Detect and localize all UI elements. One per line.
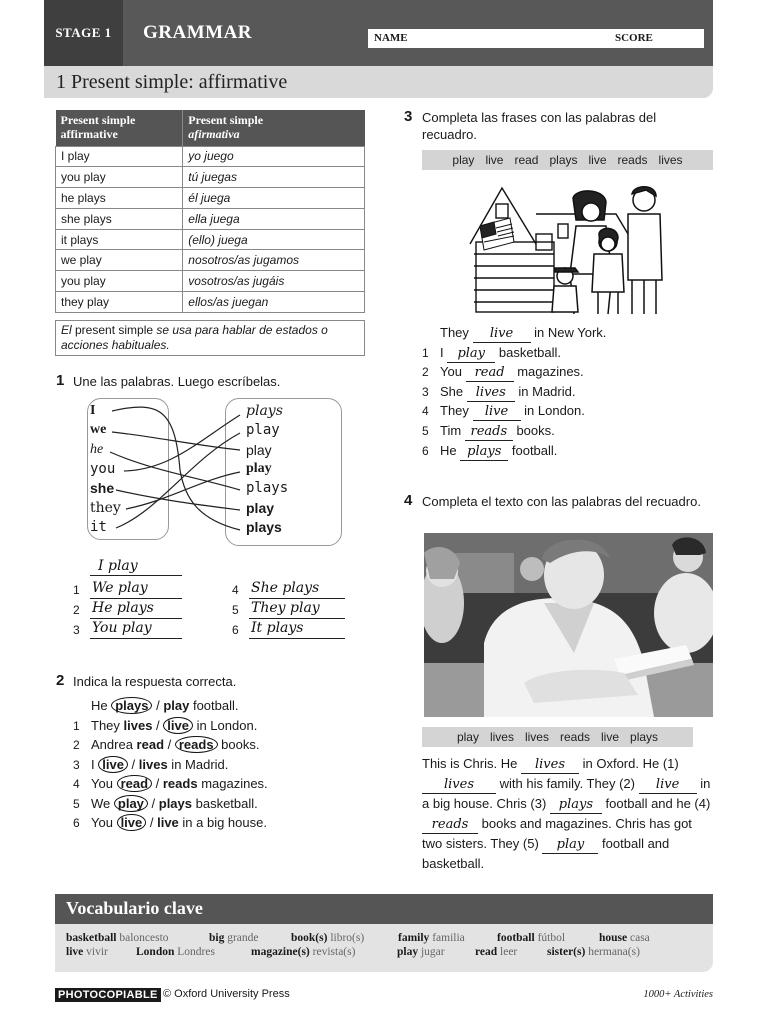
- vocab-english: sister(s): [547, 946, 586, 958]
- table-cell-spanish: tú juegas: [183, 167, 365, 188]
- item-number: 1: [422, 345, 429, 360]
- ex1-left-word: we: [90, 422, 107, 438]
- item-number: 5: [73, 796, 80, 811]
- option-a: play: [114, 795, 148, 812]
- option-b: live: [163, 717, 193, 734]
- vocab-english: magazine(s): [251, 946, 310, 958]
- sentence-end: basketball.: [192, 795, 258, 811]
- answer-line: [90, 558, 182, 576]
- series-name: 1000+ Activities: [643, 989, 713, 1000]
- vocab-english: live: [66, 946, 84, 958]
- ex1-left-word: she: [90, 480, 115, 497]
- item-number: 3: [422, 384, 429, 399]
- sentence-end: books.: [516, 423, 555, 438]
- option-b: reads: [175, 736, 218, 753]
- vocab-spanish: leer: [500, 946, 518, 958]
- ex2-sentence: You live / live in a big house.: [91, 815, 267, 830]
- item-number: 6: [73, 816, 80, 830]
- column-header-english: Present simple affirmative: [56, 110, 183, 146]
- sentence-start: You: [91, 776, 117, 791]
- vocab-spanish: revista(s): [312, 946, 356, 958]
- ex2-sentence: Andrea read / reads books.: [91, 737, 260, 752]
- sentence-start: He: [440, 442, 457, 458]
- exercise-instruction: Une las palabras. Luego escríbelas.: [73, 374, 281, 389]
- grammar-note: El present simple se usa para hablar de estados o acciones habituales.: [55, 320, 365, 356]
- vocab-spanish: familia: [432, 932, 465, 944]
- sentence-end: in London.: [192, 717, 258, 733]
- sentence-start: He: [91, 698, 112, 713]
- vocab-english: house: [599, 932, 628, 944]
- word-box: [422, 150, 713, 170]
- answer-blank: lives: [422, 778, 496, 794]
- ex3-sentence: [440, 443, 557, 461]
- sentence-end: football.: [511, 442, 558, 458]
- table-cell-spanish: vosotros/as jugáis: [183, 271, 365, 292]
- sentence-end: in London.: [524, 403, 585, 419]
- vocab-entry: [251, 946, 355, 958]
- word-box-word: reads: [559, 730, 591, 744]
- sentence-start: Andrea: [91, 737, 137, 752]
- table-cell-spanish: él juega: [183, 188, 365, 209]
- ex1-left-word: you: [90, 460, 116, 477]
- answer-number: 1: [73, 583, 80, 597]
- handwritten-answer: You play: [92, 620, 152, 636]
- sentence-end: in Madrid.: [518, 383, 576, 399]
- exercise-number: 3: [404, 108, 413, 125]
- table-cell-spanish: ella juega: [183, 208, 365, 229]
- ex3-sentence: [440, 364, 584, 382]
- word-box-word: lives: [489, 730, 514, 744]
- ex3-sentence: [440, 384, 575, 402]
- sentence-start: I: [440, 344, 444, 360]
- vocab-title: Vocabulario clave: [66, 898, 203, 918]
- option-b: play: [163, 698, 190, 713]
- exercise-number: 1: [56, 372, 65, 389]
- table-cell-english: you play: [56, 271, 183, 292]
- exercise-number: 4: [404, 492, 413, 509]
- ex1-example-answer: I play: [98, 558, 138, 574]
- table-cell-english: we play: [56, 250, 183, 271]
- vocab-spanish: grande: [227, 932, 259, 944]
- vocab-spanish: libro(s): [330, 932, 365, 944]
- option-b: plays: [158, 795, 192, 811]
- exercise-instruction: Completa las frases con las palabras del recuadro.: [422, 110, 657, 142]
- sentence-start: They: [91, 717, 124, 733]
- vocab-spanish: hermana(s): [588, 946, 640, 958]
- answer-blank: read: [466, 366, 514, 382]
- sentence-start: You: [91, 815, 117, 830]
- ex3-sentence: [440, 325, 606, 343]
- answer-number: 5: [232, 603, 239, 617]
- ex1-left-word: it: [90, 518, 107, 535]
- photocopiable-badge: PHOTOCOPIABLE: [55, 988, 161, 1002]
- ex1-right-word: play: [246, 460, 272, 476]
- word-box-word: play: [456, 730, 479, 744]
- word-box: [422, 727, 693, 747]
- answer-blank: lives: [467, 386, 515, 402]
- sentence-end: magazines.: [197, 776, 268, 791]
- item-number: 6: [422, 443, 429, 458]
- ex2-sentence: You read / reads magazines.: [91, 776, 268, 791]
- sentence-end: magazines.: [517, 364, 584, 380]
- answer-blank: lives: [521, 758, 579, 774]
- answer-blank: live: [639, 778, 697, 794]
- table-cell-spanish: nosotros/as jugamos: [183, 250, 365, 271]
- sentence-start: We: [91, 795, 114, 811]
- vocab-english: read: [475, 946, 498, 958]
- ex1-right-word: play: [246, 499, 275, 516]
- option-a: live: [117, 814, 147, 831]
- option-a: read: [136, 737, 165, 752]
- ex3-sentence: [440, 403, 585, 421]
- item-number: 4: [422, 404, 429, 419]
- vocab-entry: [599, 932, 650, 944]
- sentence-end: in Madrid.: [167, 756, 229, 772]
- word-box-word: live: [588, 153, 607, 167]
- table-cell-english: she plays: [56, 208, 183, 229]
- table-cell-spanish: (ello) juega: [183, 229, 365, 250]
- ex2-sentence: He plays / play football.: [91, 698, 239, 713]
- ex2-sentence: I live / lives in Madrid.: [91, 756, 229, 772]
- table-cell-english: I play: [56, 146, 183, 167]
- exercise-instruction: Indica la respuesta correcta.: [73, 674, 237, 689]
- sentence-start: Tim: [440, 423, 462, 438]
- answer-blank: plays: [550, 798, 602, 814]
- table-cell-english: they play: [56, 292, 183, 313]
- sentence-start: She: [440, 383, 464, 399]
- sentence-end: basketball.: [498, 344, 562, 360]
- answer-blank: reads: [422, 818, 478, 834]
- column-header-spanish: Present simple afirmativa: [183, 110, 365, 146]
- ex1-right-word: plays: [246, 403, 283, 419]
- option-a: live: [98, 756, 128, 773]
- vocab-entry: [291, 932, 364, 944]
- vocab-entry: [398, 932, 465, 944]
- answer-blank: play: [542, 838, 598, 854]
- handwritten-answer: We play: [92, 580, 148, 596]
- table-cell-spanish: ellos/as juegan: [183, 292, 365, 313]
- sentence-end: in New York.: [534, 325, 607, 340]
- item-number: 3: [73, 757, 80, 772]
- student-reading-photo: [424, 533, 713, 717]
- item-number: 2: [73, 738, 80, 752]
- vocab-spanish: fútbol: [537, 932, 566, 944]
- vocab-entry: [136, 946, 215, 958]
- sentence-start: I: [91, 756, 99, 772]
- ex4-paragraph: This is Chris. He lives in Oxford. He (1) lives with his family. They (2) live in a big house. Chris (3) plays football and he (4) reads books and magazines. Chris has got two sisters. They (5) play football and basketball.: [422, 756, 711, 871]
- vocab-entry: [547, 946, 640, 958]
- sentence-start: They: [440, 403, 469, 419]
- vocab-entry: [66, 932, 169, 944]
- answer-blank: reads: [465, 425, 513, 441]
- vocab-spanish: vivir: [86, 946, 108, 958]
- vocab-spanish: baloncesto: [119, 932, 169, 944]
- ex1-right-word: play: [246, 441, 272, 458]
- table-cell-english: it plays: [56, 229, 183, 250]
- vocab-spanish: jugar: [420, 946, 445, 958]
- sentence-start: You: [440, 364, 462, 380]
- exercise-instruction: Completa el texto con las palabras del recuadro.: [422, 494, 701, 509]
- page-title: GRAMMAR: [143, 22, 253, 43]
- stage-label: STAGE 1: [44, 0, 123, 66]
- vocab-entry: [475, 946, 517, 958]
- vocab-english: London: [136, 946, 175, 958]
- word-box-word: play: [452, 153, 475, 167]
- ex2-sentence: They lives / live in London.: [91, 717, 258, 733]
- ex1-left-word: they: [90, 499, 121, 516]
- table-cell-english: you play: [56, 167, 183, 188]
- vocab-spanish: casa: [630, 932, 650, 944]
- score-label: SCORE: [615, 32, 653, 44]
- answer-number: 2: [73, 603, 80, 617]
- item-number: 5: [422, 424, 429, 438]
- answer-blank: plays: [460, 445, 508, 461]
- table-cell-english: he plays: [56, 188, 183, 209]
- ex3-sentence: [440, 423, 555, 441]
- word-box-word: lives: [524, 730, 549, 744]
- handwritten-answer: He plays: [92, 600, 154, 616]
- sentence-end: football.: [189, 698, 239, 713]
- answer-number: 4: [232, 583, 239, 597]
- option-b: lives: [138, 756, 168, 772]
- table-cell-spanish: yo juego: [183, 146, 365, 167]
- handwritten-answer: They play: [251, 600, 320, 616]
- vocab-entry: [66, 946, 108, 958]
- vocab-english: play: [397, 946, 419, 958]
- vocab-english: football: [497, 932, 535, 944]
- family-house-illustration: [466, 184, 666, 316]
- answer-blank: live: [473, 405, 521, 421]
- word-box-word: live: [485, 153, 504, 167]
- ex1-left-word: he: [90, 441, 104, 457]
- ex3-sentence: [440, 345, 561, 363]
- handwritten-answer: She plays: [251, 580, 320, 596]
- answer-blank: live: [473, 327, 531, 343]
- vocab-english: book(s): [291, 932, 328, 944]
- name-label: NAME: [374, 32, 408, 44]
- sentence-start: They: [440, 325, 469, 340]
- answer-number: 3: [73, 623, 80, 637]
- answer-number: 6: [232, 623, 239, 637]
- publisher-credit: © Oxford University Press: [163, 988, 290, 1000]
- vocab-entry: [397, 946, 445, 958]
- vocab-english: big: [209, 932, 225, 944]
- ex1-left-word: I: [90, 403, 96, 418]
- option-a: plays: [111, 697, 152, 714]
- word-box-word: reads: [617, 153, 648, 167]
- ex1-right-word: play: [246, 422, 280, 439]
- vocab-entry: [497, 932, 565, 944]
- exercise-number: 2: [56, 672, 65, 689]
- word-box-word: plays: [630, 730, 659, 744]
- sentence-end: in a big house.: [178, 815, 267, 830]
- item-number: 4: [73, 777, 80, 791]
- option-a: lives: [123, 717, 153, 733]
- word-box-word: plays: [549, 153, 578, 167]
- ex2-sentence: We play / plays basketball.: [91, 795, 258, 811]
- item-number: 2: [422, 365, 429, 380]
- vocab-english: basketball: [66, 932, 117, 944]
- word-box-word: lives: [658, 153, 683, 167]
- option-b: reads: [162, 776, 198, 791]
- vocab-english: family: [398, 932, 430, 944]
- vocab-entry: [209, 932, 259, 944]
- item-number: 1: [73, 718, 80, 733]
- option-a: read: [117, 775, 152, 792]
- word-box-word: live: [601, 730, 620, 744]
- handwritten-answer: It plays: [251, 620, 304, 636]
- answer-blank: play: [447, 347, 495, 363]
- section-title: 1 Present simple: affirmative: [56, 71, 288, 93]
- sentence-end: books.: [217, 737, 260, 752]
- option-b: live: [157, 815, 179, 830]
- ex1-right-word: plays: [246, 518, 282, 535]
- ex1-right-word: plays: [246, 480, 289, 497]
- word-box-word: read: [514, 153, 539, 167]
- vocab-spanish: Londres: [177, 946, 215, 958]
